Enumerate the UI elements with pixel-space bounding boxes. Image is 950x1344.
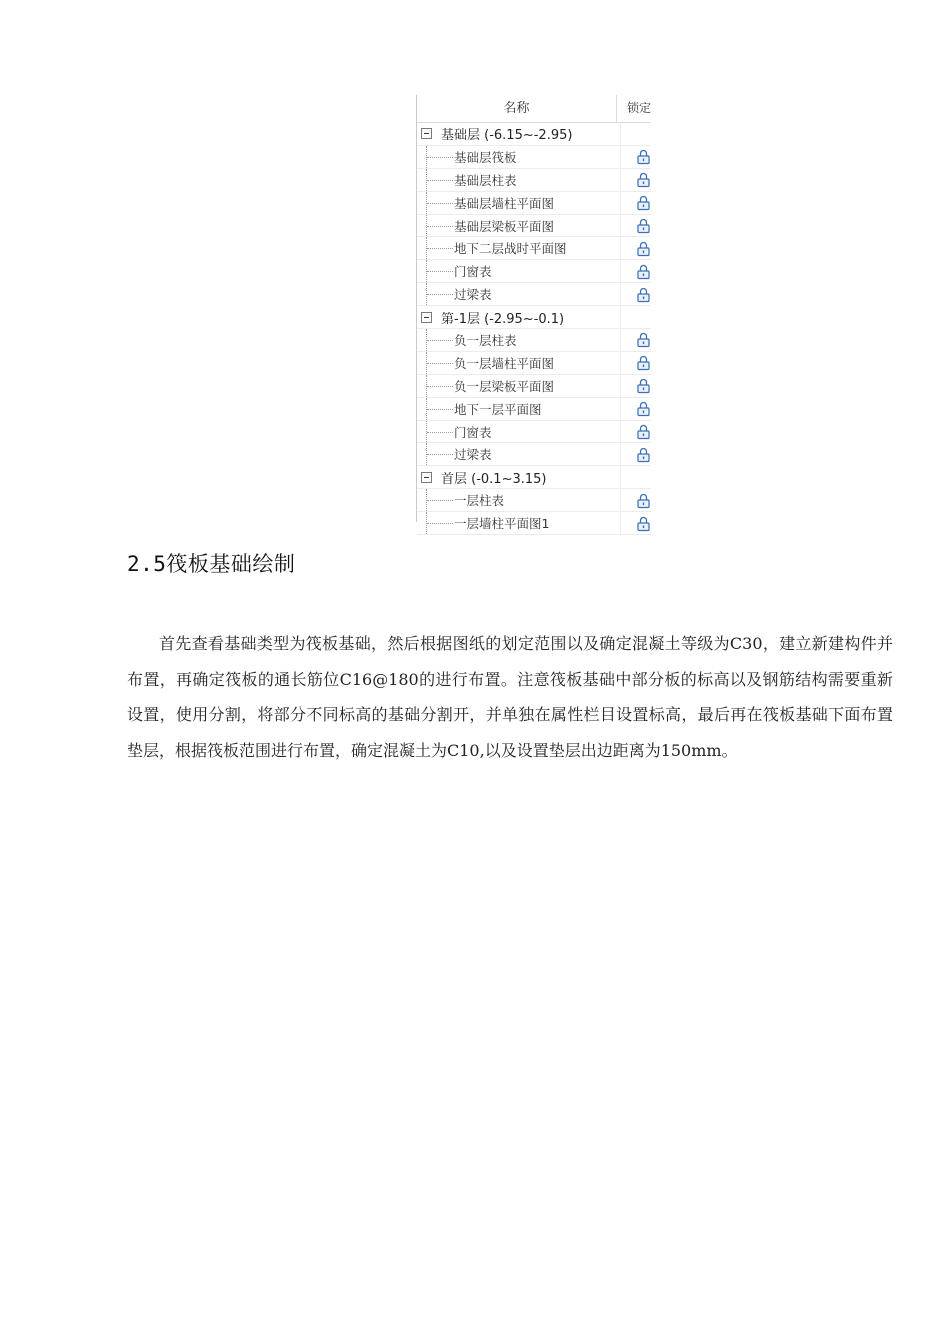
item-name-cell bbox=[417, 329, 621, 351]
item-lock-cell bbox=[621, 241, 651, 256]
tree-item-row[interactable] bbox=[417, 512, 651, 535]
item-name-cell bbox=[417, 237, 621, 259]
collapse-toggle-icon[interactable] bbox=[421, 128, 432, 139]
tree-connector-branch bbox=[427, 271, 453, 272]
tree-item-label: 过梁表 bbox=[454, 447, 492, 463]
lock-icon[interactable] bbox=[637, 493, 650, 508]
tree-item-row[interactable] bbox=[417, 215, 651, 238]
collapse-toggle-icon[interactable] bbox=[421, 472, 432, 483]
item-lock-cell bbox=[621, 332, 651, 347]
group-name-cell bbox=[417, 306, 621, 328]
tree-item-label: 负一层柱表 bbox=[454, 332, 517, 348]
group-label: 第-1层 (-2.95~-0.1) bbox=[441, 311, 565, 327]
tree-connector-branch bbox=[427, 226, 453, 227]
tree-item-label: 基础层柱表 bbox=[454, 172, 517, 188]
tree-group-row[interactable] bbox=[417, 466, 651, 489]
tree-item-label: 一层墙柱平面图1 bbox=[454, 516, 550, 532]
tree-item-row[interactable] bbox=[417, 375, 651, 398]
item-name-cell bbox=[417, 443, 621, 465]
item-lock-cell bbox=[621, 424, 651, 439]
tree-item-label: 过梁表 bbox=[454, 287, 492, 303]
tree-connector-branch bbox=[427, 409, 453, 410]
tree-connector-branch bbox=[427, 248, 453, 249]
tree-item-label: 地下二层战时平面图 bbox=[454, 241, 567, 257]
lock-icon[interactable] bbox=[637, 218, 650, 233]
tree-item-row[interactable] bbox=[417, 169, 651, 192]
lock-icon[interactable] bbox=[637, 241, 650, 256]
item-name-cell bbox=[417, 398, 621, 420]
lock-icon[interactable] bbox=[637, 378, 650, 393]
drawing-list-screenshot bbox=[416, 95, 651, 532]
tree-header bbox=[417, 95, 651, 123]
lock-icon[interactable] bbox=[637, 195, 650, 210]
collapse-toggle-icon[interactable] bbox=[421, 312, 432, 323]
item-name-cell bbox=[417, 512, 621, 534]
tree-item-label: 地下一层平面图 bbox=[454, 401, 542, 417]
tree-connector-branch bbox=[427, 454, 453, 455]
lock-icon[interactable] bbox=[637, 516, 650, 531]
tree-item-row[interactable] bbox=[417, 283, 651, 306]
tree-connector-branch bbox=[427, 363, 453, 364]
group-label: 基础层 (-6.15~-2.95) bbox=[441, 128, 573, 144]
tree-item-row[interactable] bbox=[417, 352, 651, 375]
tree-item-row[interactable] bbox=[417, 146, 651, 169]
item-name-cell bbox=[417, 192, 621, 214]
tree-item-row[interactable] bbox=[417, 489, 651, 512]
item-lock-cell bbox=[621, 287, 651, 302]
item-name-cell bbox=[417, 352, 621, 374]
lock-icon[interactable] bbox=[637, 332, 650, 347]
group-name-cell bbox=[417, 123, 621, 145]
tree-item-row[interactable] bbox=[417, 237, 651, 260]
lock-icon[interactable] bbox=[637, 355, 650, 370]
group-name-cell bbox=[417, 466, 621, 488]
item-name-cell bbox=[417, 283, 621, 305]
tree-group-row[interactable] bbox=[417, 123, 651, 146]
tree-connector-branch bbox=[427, 157, 453, 158]
item-lock-cell bbox=[621, 447, 651, 462]
item-lock-cell bbox=[621, 355, 651, 370]
tree-connector-branch bbox=[427, 294, 453, 295]
item-name-cell bbox=[417, 489, 621, 511]
tree-item-label: 门窗表 bbox=[454, 264, 492, 280]
tree-item-row[interactable] bbox=[417, 398, 651, 421]
tree-item-label: 基础层墙柱平面图 bbox=[454, 195, 555, 211]
section-heading: 2.5筏板基础绘制 bbox=[127, 552, 296, 576]
tree-item-row[interactable] bbox=[417, 192, 651, 215]
tree-item-label: 门窗表 bbox=[454, 424, 492, 440]
tree-connector-branch bbox=[427, 203, 453, 204]
item-name-cell bbox=[417, 169, 621, 191]
lock-icon[interactable] bbox=[637, 401, 650, 416]
item-lock-cell bbox=[621, 218, 651, 233]
section-paragraph: 首先查看基础类型为筏板基础，然后根据图纸的划定范围以及确定混凝土等级为C30，建立新建构件并布置，再确定筏板的通长筋位C16@180的进行布置。注意筏板基础中部分板的标高以及钢筋结构需要重新设置，使用分割，将部分不同标高的基础分割开，并单独在属性栏目设置标高，最后再在筏板基础下面布置垫层，根据筏板范围进行布置，确定混凝土为C10,以及设置垫层出边距离为150mm。 bbox=[127, 634, 893, 760]
tree-item-row[interactable] bbox=[417, 260, 651, 283]
tree-item-row[interactable] bbox=[417, 443, 651, 466]
tree-connector-branch bbox=[427, 500, 453, 501]
tree-connector-branch bbox=[427, 180, 453, 181]
lock-icon[interactable] bbox=[637, 287, 650, 302]
tree-item-label: 负一层梁板平面图 bbox=[454, 378, 555, 394]
item-lock-cell bbox=[621, 378, 651, 393]
column-header-lock: 锁定 bbox=[626, 101, 651, 115]
item-lock-cell bbox=[621, 195, 651, 210]
column-header-name: 名称 bbox=[417, 95, 617, 122]
tree-connector-branch bbox=[427, 523, 453, 524]
item-lock-cell bbox=[621, 401, 651, 416]
lock-icon[interactable] bbox=[637, 149, 650, 164]
tree-connector-branch bbox=[427, 386, 453, 387]
tree-item-row[interactable] bbox=[417, 329, 651, 352]
item-name-cell bbox=[417, 215, 621, 237]
item-name-cell bbox=[417, 375, 621, 397]
tree-item-label: 负一层墙柱平面图 bbox=[454, 355, 555, 371]
item-lock-cell bbox=[621, 516, 651, 531]
tree-body bbox=[417, 123, 651, 535]
group-label: 首层 (-0.1~3.15) bbox=[441, 471, 547, 487]
lock-icon[interactable] bbox=[637, 447, 650, 462]
tree-item-label: 基础层筏板 bbox=[454, 149, 517, 165]
item-lock-cell bbox=[621, 149, 651, 164]
lock-icon[interactable] bbox=[637, 172, 650, 187]
tree-item-row[interactable] bbox=[417, 421, 651, 444]
item-name-cell bbox=[417, 421, 621, 443]
tree-connector-branch bbox=[427, 340, 453, 341]
lock-icon[interactable] bbox=[637, 424, 650, 439]
item-name-cell bbox=[417, 146, 621, 168]
lock-icon[interactable] bbox=[637, 264, 650, 279]
item-lock-cell bbox=[621, 264, 651, 279]
tree-item-label: 一层柱表 bbox=[454, 493, 505, 509]
item-lock-cell bbox=[621, 172, 651, 187]
item-name-cell bbox=[417, 260, 621, 282]
item-lock-cell bbox=[621, 493, 651, 508]
tree-group-row[interactable] bbox=[417, 306, 651, 329]
tree-connector-branch bbox=[427, 432, 453, 433]
tree-item-label: 基础层梁板平面图 bbox=[454, 218, 555, 234]
